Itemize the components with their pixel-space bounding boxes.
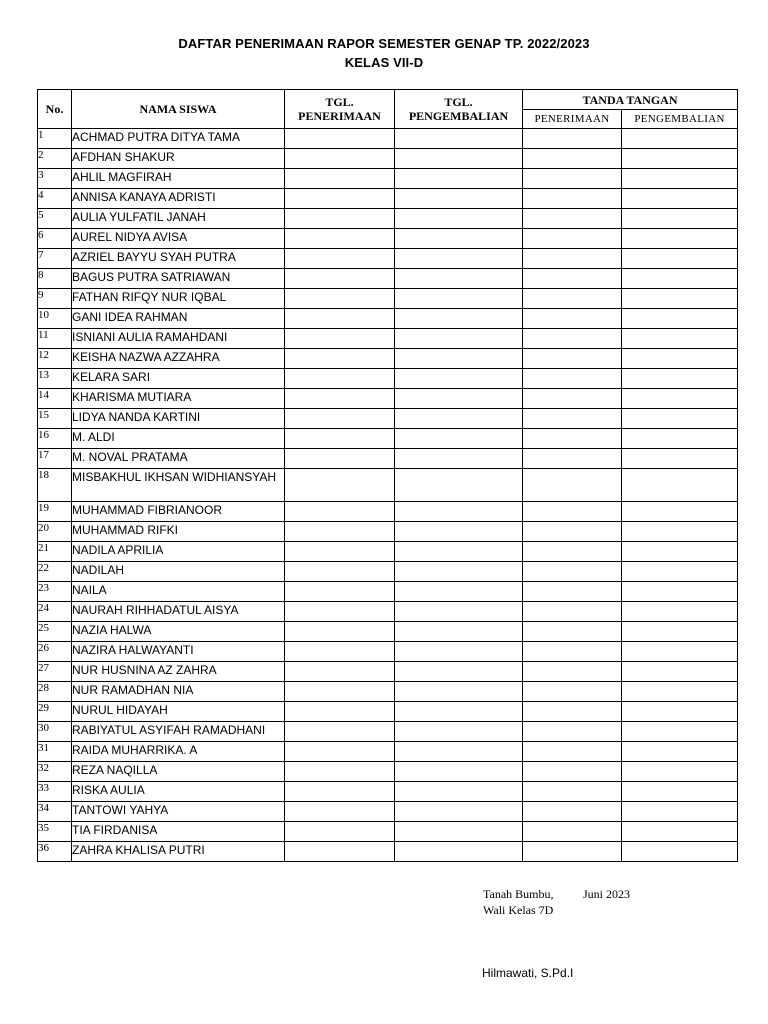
- ttd-penerimaan-cell: [523, 169, 622, 189]
- student-name: M. NOVAL PRATAMA: [72, 449, 285, 469]
- ttd-pengembalian-cell: [622, 522, 738, 542]
- header-tgl-penerimaan: [285, 90, 395, 129]
- tgl-penerimaan-cell: [285, 722, 395, 742]
- ttd-pengembalian-cell: [622, 229, 738, 249]
- tgl-pengembalian-cell: [395, 169, 523, 189]
- table-row: [38, 129, 738, 149]
- ttd-penerimaan-cell: [523, 542, 622, 562]
- tgl-penerimaan-cell: [285, 782, 395, 802]
- ttd-penerimaan-cell: [523, 602, 622, 622]
- student-name: AUREL NIDYA AVISA: [72, 229, 285, 249]
- tgl-pengembalian-cell: [395, 562, 523, 582]
- tgl-pengembalian-cell: [395, 449, 523, 469]
- row-number: 18: [38, 469, 72, 502]
- table-row: [38, 389, 738, 409]
- row-number: 13: [38, 369, 72, 389]
- tgl-penerimaan-cell: [285, 762, 395, 782]
- tgl-penerimaan-cell: [285, 582, 395, 602]
- ttd-penerimaan-cell: [523, 329, 622, 349]
- student-name: GANI IDEA RAHMAN: [72, 309, 285, 329]
- ttd-pengembalian-cell: [622, 582, 738, 602]
- tgl-pengembalian-cell: [395, 189, 523, 209]
- ttd-penerimaan-cell: [523, 249, 622, 269]
- row-number: 36: [38, 842, 72, 862]
- tgl-penerimaan-cell: [285, 822, 395, 842]
- ttd-penerimaan-cell: [523, 349, 622, 369]
- table-row: [38, 229, 738, 249]
- student-name: ZAHRA KHALISA PUTRI: [72, 842, 285, 862]
- row-number: 11: [38, 329, 72, 349]
- table-row: [38, 602, 738, 622]
- ttd-penerimaan-cell: [523, 269, 622, 289]
- table-row: [38, 802, 738, 822]
- table-row: [38, 562, 738, 582]
- tgl-penerimaan-cell: [285, 702, 395, 722]
- student-name: BAGUS PUTRA SATRIAWAN: [72, 269, 285, 289]
- tgl-pengembalian-cell: [395, 722, 523, 742]
- ttd-penerimaan-cell: [523, 722, 622, 742]
- roster-body: [38, 129, 738, 862]
- tgl-penerimaan-cell: [285, 469, 395, 502]
- tgl-penerimaan-cell: [285, 349, 395, 369]
- row-number: 19: [38, 502, 72, 522]
- header-tanda-tangan: TANDA TANGAN: [523, 90, 738, 110]
- ttd-pengembalian-cell: [622, 602, 738, 622]
- ttd-penerimaan-cell: [523, 522, 622, 542]
- signature-date: Juni 2023: [583, 887, 631, 901]
- row-number: 10: [38, 309, 72, 329]
- header-sub-pengembalian: PENGEMBALIAN: [622, 110, 738, 129]
- header-tgl-pengembalian-line1: TGL.: [444, 95, 473, 109]
- table-row: [38, 149, 738, 169]
- table-row: [38, 309, 738, 329]
- student-name: ISNIANI AULIA RAMAHDANI: [72, 329, 285, 349]
- tgl-penerimaan-cell: [285, 269, 395, 289]
- tgl-penerimaan-cell: [285, 249, 395, 269]
- row-number: 2: [38, 149, 72, 169]
- tgl-pengembalian-cell: [395, 209, 523, 229]
- ttd-pengembalian-cell: [622, 622, 738, 642]
- student-name: KHARISMA MUTIARA: [72, 389, 285, 409]
- row-number: 14: [38, 389, 72, 409]
- ttd-penerimaan-cell: [523, 209, 622, 229]
- table-row: [38, 662, 738, 682]
- row-number: 8: [38, 269, 72, 289]
- row-number: 35: [38, 822, 72, 842]
- student-name: AULIA YULFATIL JANAH: [72, 209, 285, 229]
- tgl-penerimaan-cell: [285, 802, 395, 822]
- ttd-pengembalian-cell: [622, 842, 738, 862]
- table-row: [38, 249, 738, 269]
- table-row: [38, 822, 738, 842]
- ttd-penerimaan-cell: [523, 229, 622, 249]
- ttd-pengembalian-cell: [622, 642, 738, 662]
- row-number: 21: [38, 542, 72, 562]
- student-name: AHLIL MAGFIRAH: [72, 169, 285, 189]
- ttd-penerimaan-cell: [523, 469, 622, 502]
- signature-role: Wali Kelas 7D: [483, 903, 554, 917]
- student-name: MUHAMMAD FIBRIANOOR: [72, 502, 285, 522]
- ttd-pengembalian-cell: [622, 429, 738, 449]
- row-number: 34: [38, 802, 72, 822]
- student-name: KEISHA NAZWA AZZAHRA: [72, 349, 285, 369]
- student-name: AFDHAN SHAKUR: [72, 149, 285, 169]
- ttd-penerimaan-cell: [523, 642, 622, 662]
- tgl-pengembalian-cell: [395, 269, 523, 289]
- tgl-penerimaan-cell: [285, 842, 395, 862]
- table-row: [38, 782, 738, 802]
- student-name: M. ALDI: [72, 429, 285, 449]
- tgl-pengembalian-cell: [395, 802, 523, 822]
- row-number: 17: [38, 449, 72, 469]
- table-row: [38, 429, 738, 449]
- signature-place: Tanah Bumbu,: [483, 887, 554, 901]
- tgl-pengembalian-cell: [395, 502, 523, 522]
- table-row: [38, 762, 738, 782]
- ttd-pengembalian-cell: [622, 169, 738, 189]
- row-number: 25: [38, 622, 72, 642]
- header-tgl-pengembalian-line2: PENGEMBALIAN: [408, 109, 509, 123]
- tgl-pengembalian-cell: [395, 762, 523, 782]
- ttd-penerimaan-cell: [523, 289, 622, 309]
- row-number: 29: [38, 702, 72, 722]
- student-name: ANNISA KANAYA ADRISTI: [72, 189, 285, 209]
- tgl-pengembalian-cell: [395, 602, 523, 622]
- table-row: [38, 469, 738, 502]
- ttd-penerimaan-cell: [523, 682, 622, 702]
- tgl-pengembalian-cell: [395, 782, 523, 802]
- document-title: DAFTAR PENERIMAAN RAPOR SEMESTER GENAP TP. 2022/2023: [178, 36, 590, 51]
- table-row: [38, 582, 738, 602]
- student-name: ACHMAD PUTRA DITYA TAMA: [72, 129, 285, 149]
- table-row: [38, 642, 738, 662]
- table-row: [38, 189, 738, 209]
- ttd-penerimaan-cell: [523, 742, 622, 762]
- student-name: RISKA AULIA: [72, 782, 285, 802]
- tgl-penerimaan-cell: [285, 409, 395, 429]
- tgl-penerimaan-cell: [285, 562, 395, 582]
- ttd-penerimaan-cell: [523, 562, 622, 582]
- ttd-penerimaan-cell: [523, 129, 622, 149]
- tgl-penerimaan-cell: [285, 742, 395, 762]
- tgl-pengembalian-cell: [395, 429, 523, 449]
- row-number: 32: [38, 762, 72, 782]
- ttd-pengembalian-cell: [622, 449, 738, 469]
- ttd-penerimaan-cell: [523, 502, 622, 522]
- row-number: 28: [38, 682, 72, 702]
- table-row: [38, 409, 738, 429]
- ttd-pengembalian-cell: [622, 409, 738, 429]
- tgl-pengembalian-cell: [395, 129, 523, 149]
- row-number: 12: [38, 349, 72, 369]
- header-nama-siswa: NAMA SISWA: [72, 90, 285, 129]
- ttd-pengembalian-cell: [622, 802, 738, 822]
- row-number: 24: [38, 602, 72, 622]
- tgl-penerimaan-cell: [285, 642, 395, 662]
- student-name: MUHAMMAD RIFKI: [72, 522, 285, 542]
- document-subtitle: KELAS VII-D: [344, 55, 424, 70]
- table-row: [38, 522, 738, 542]
- table-row: [38, 542, 738, 562]
- ttd-pengembalian-cell: [622, 469, 738, 502]
- tgl-pengembalian-cell: [395, 642, 523, 662]
- ttd-pengembalian-cell: [622, 189, 738, 209]
- ttd-penerimaan-cell: [523, 822, 622, 842]
- ttd-pengembalian-cell: [622, 782, 738, 802]
- row-number: 4: [38, 189, 72, 209]
- tgl-pengembalian-cell: [395, 542, 523, 562]
- ttd-penerimaan-cell: [523, 662, 622, 682]
- ttd-pengembalian-cell: [622, 329, 738, 349]
- table-row: [38, 349, 738, 369]
- student-name: LIDYA NANDA KARTINI: [72, 409, 285, 429]
- student-name: NURUL HIDAYAH: [72, 702, 285, 722]
- table-row: [38, 722, 738, 742]
- tgl-pengembalian-cell: [395, 309, 523, 329]
- student-name: NUR RAMADHAN NIA: [72, 682, 285, 702]
- ttd-pengembalian-cell: [622, 502, 738, 522]
- ttd-penerimaan-cell: [523, 409, 622, 429]
- row-number: 15: [38, 409, 72, 429]
- tgl-penerimaan-cell: [285, 209, 395, 229]
- tgl-pengembalian-cell: [395, 249, 523, 269]
- tgl-pengembalian-cell: [395, 329, 523, 349]
- tgl-penerimaan-cell: [285, 522, 395, 542]
- ttd-penerimaan-cell: [523, 582, 622, 602]
- ttd-pengembalian-cell: [622, 562, 738, 582]
- row-number: 31: [38, 742, 72, 762]
- ttd-pengembalian-cell: [622, 822, 738, 842]
- row-number: 23: [38, 582, 72, 602]
- student-name: FATHAN RIFQY NUR IQBAL: [72, 289, 285, 309]
- ttd-pengembalian-cell: [622, 349, 738, 369]
- row-number: 26: [38, 642, 72, 662]
- student-name: NAZIA HALWA: [72, 622, 285, 642]
- table-row: [38, 449, 738, 469]
- tgl-pengembalian-cell: [395, 822, 523, 842]
- tgl-pengembalian-cell: [395, 742, 523, 762]
- row-number: 6: [38, 229, 72, 249]
- table-row: [38, 209, 738, 229]
- student-name: NADILA APRILIA: [72, 542, 285, 562]
- ttd-pengembalian-cell: [622, 389, 738, 409]
- table-row: [38, 682, 738, 702]
- tgl-penerimaan-cell: [285, 169, 395, 189]
- table-row: [38, 289, 738, 309]
- tgl-pengembalian-cell: [395, 582, 523, 602]
- ttd-pengembalian-cell: [622, 269, 738, 289]
- ttd-pengembalian-cell: [622, 742, 738, 762]
- tgl-pengembalian-cell: [395, 662, 523, 682]
- header-no: No.: [38, 90, 72, 129]
- tgl-penerimaan-cell: [285, 329, 395, 349]
- ttd-penerimaan-cell: [523, 762, 622, 782]
- ttd-pengembalian-cell: [622, 129, 738, 149]
- row-number: 5: [38, 209, 72, 229]
- tgl-penerimaan-cell: [285, 229, 395, 249]
- tgl-penerimaan-cell: [285, 189, 395, 209]
- tgl-penerimaan-cell: [285, 542, 395, 562]
- table-row: [38, 329, 738, 349]
- tgl-pengembalian-cell: [395, 349, 523, 369]
- ttd-penerimaan-cell: [523, 149, 622, 169]
- tgl-pengembalian-cell: [395, 149, 523, 169]
- ttd-pengembalian-cell: [622, 682, 738, 702]
- tgl-penerimaan-cell: [285, 502, 395, 522]
- tgl-pengembalian-cell: [395, 289, 523, 309]
- row-number: 3: [38, 169, 72, 189]
- ttd-pengembalian-cell: [622, 542, 738, 562]
- row-number: 20: [38, 522, 72, 542]
- student-name: NAURAH RIHHADATUL AISYA: [72, 602, 285, 622]
- row-number: 1: [38, 129, 72, 149]
- tgl-penerimaan-cell: [285, 149, 395, 169]
- tgl-penerimaan-cell: [285, 622, 395, 642]
- signature-name: Hilmawati, S.Pd.I: [482, 966, 574, 980]
- tgl-penerimaan-cell: [285, 129, 395, 149]
- ttd-penerimaan-cell: [523, 309, 622, 329]
- tgl-pengembalian-cell: [395, 682, 523, 702]
- tgl-penerimaan-cell: [285, 602, 395, 622]
- student-roster-table: [37, 89, 738, 862]
- tgl-penerimaan-cell: [285, 369, 395, 389]
- ttd-penerimaan-cell: [523, 429, 622, 449]
- student-name: NAZIRA HALWAYANTI: [72, 642, 285, 662]
- ttd-pengembalian-cell: [622, 309, 738, 329]
- row-number: 27: [38, 662, 72, 682]
- table-row: [38, 742, 738, 762]
- tgl-penerimaan-cell: [285, 662, 395, 682]
- student-name: RABIYATUL ASYIFAH RAMADHANI: [72, 722, 285, 742]
- header-tgl-pengembalian: [395, 90, 523, 129]
- student-name: TANTOWI YAHYA: [72, 802, 285, 822]
- tgl-pengembalian-cell: [395, 389, 523, 409]
- tgl-pengembalian-cell: [395, 842, 523, 862]
- ttd-penerimaan-cell: [523, 449, 622, 469]
- tgl-penerimaan-cell: [285, 289, 395, 309]
- ttd-penerimaan-cell: [523, 389, 622, 409]
- tgl-pengembalian-cell: [395, 409, 523, 429]
- table-row: [38, 169, 738, 189]
- tgl-penerimaan-cell: [285, 429, 395, 449]
- tgl-pengembalian-cell: [395, 369, 523, 389]
- table-row: [38, 369, 738, 389]
- student-name: NUR HUSNINA AZ ZAHRA: [72, 662, 285, 682]
- tgl-pengembalian-cell: [395, 522, 523, 542]
- ttd-penerimaan-cell: [523, 369, 622, 389]
- table-row: [38, 622, 738, 642]
- table-row: [38, 502, 738, 522]
- row-number: 7: [38, 249, 72, 269]
- student-name: NAILA: [72, 582, 285, 602]
- tgl-penerimaan-cell: [285, 309, 395, 329]
- ttd-penerimaan-cell: [523, 842, 622, 862]
- ttd-pengembalian-cell: [622, 662, 738, 682]
- tgl-pengembalian-cell: [395, 622, 523, 642]
- ttd-penerimaan-cell: [523, 189, 622, 209]
- ttd-pengembalian-cell: [622, 762, 738, 782]
- table-row: [38, 269, 738, 289]
- table-row: [38, 702, 738, 722]
- ttd-penerimaan-cell: [523, 802, 622, 822]
- student-name: REZA NAQILLA: [72, 762, 285, 782]
- ttd-pengembalian-cell: [622, 369, 738, 389]
- ttd-pengembalian-cell: [622, 149, 738, 169]
- row-number: 33: [38, 782, 72, 802]
- row-number: 16: [38, 429, 72, 449]
- student-name: TIA FIRDANISA: [72, 822, 285, 842]
- table-row: [38, 842, 738, 862]
- tgl-penerimaan-cell: [285, 389, 395, 409]
- student-name: KELARA SARI: [72, 369, 285, 389]
- student-name: NADILAH: [72, 562, 285, 582]
- tgl-penerimaan-cell: [285, 449, 395, 469]
- row-number: 22: [38, 562, 72, 582]
- header-tgl-penerimaan-line1: TGL.: [325, 95, 354, 109]
- student-name: MISBAKHUL IKHSAN WIDHIANSYAH: [72, 469, 285, 502]
- tgl-pengembalian-cell: [395, 229, 523, 249]
- ttd-penerimaan-cell: [523, 622, 622, 642]
- header-tgl-penerimaan-line2: PENERIMAAN: [298, 109, 381, 123]
- student-name: RAIDA MUHARRIKA. A: [72, 742, 285, 762]
- header-sub-penerimaan: PENERIMAAN: [523, 110, 622, 129]
- row-number: 30: [38, 722, 72, 742]
- ttd-pengembalian-cell: [622, 249, 738, 269]
- row-number: 9: [38, 289, 72, 309]
- ttd-penerimaan-cell: [523, 782, 622, 802]
- student-name: AZRIEL BAYYU SYAH PUTRA: [72, 249, 285, 269]
- tgl-penerimaan-cell: [285, 682, 395, 702]
- tgl-pengembalian-cell: [395, 702, 523, 722]
- ttd-pengembalian-cell: [622, 702, 738, 722]
- ttd-pengembalian-cell: [622, 209, 738, 229]
- ttd-penerimaan-cell: [523, 702, 622, 722]
- ttd-pengembalian-cell: [622, 289, 738, 309]
- ttd-pengembalian-cell: [622, 722, 738, 742]
- tgl-pengembalian-cell: [395, 469, 523, 502]
